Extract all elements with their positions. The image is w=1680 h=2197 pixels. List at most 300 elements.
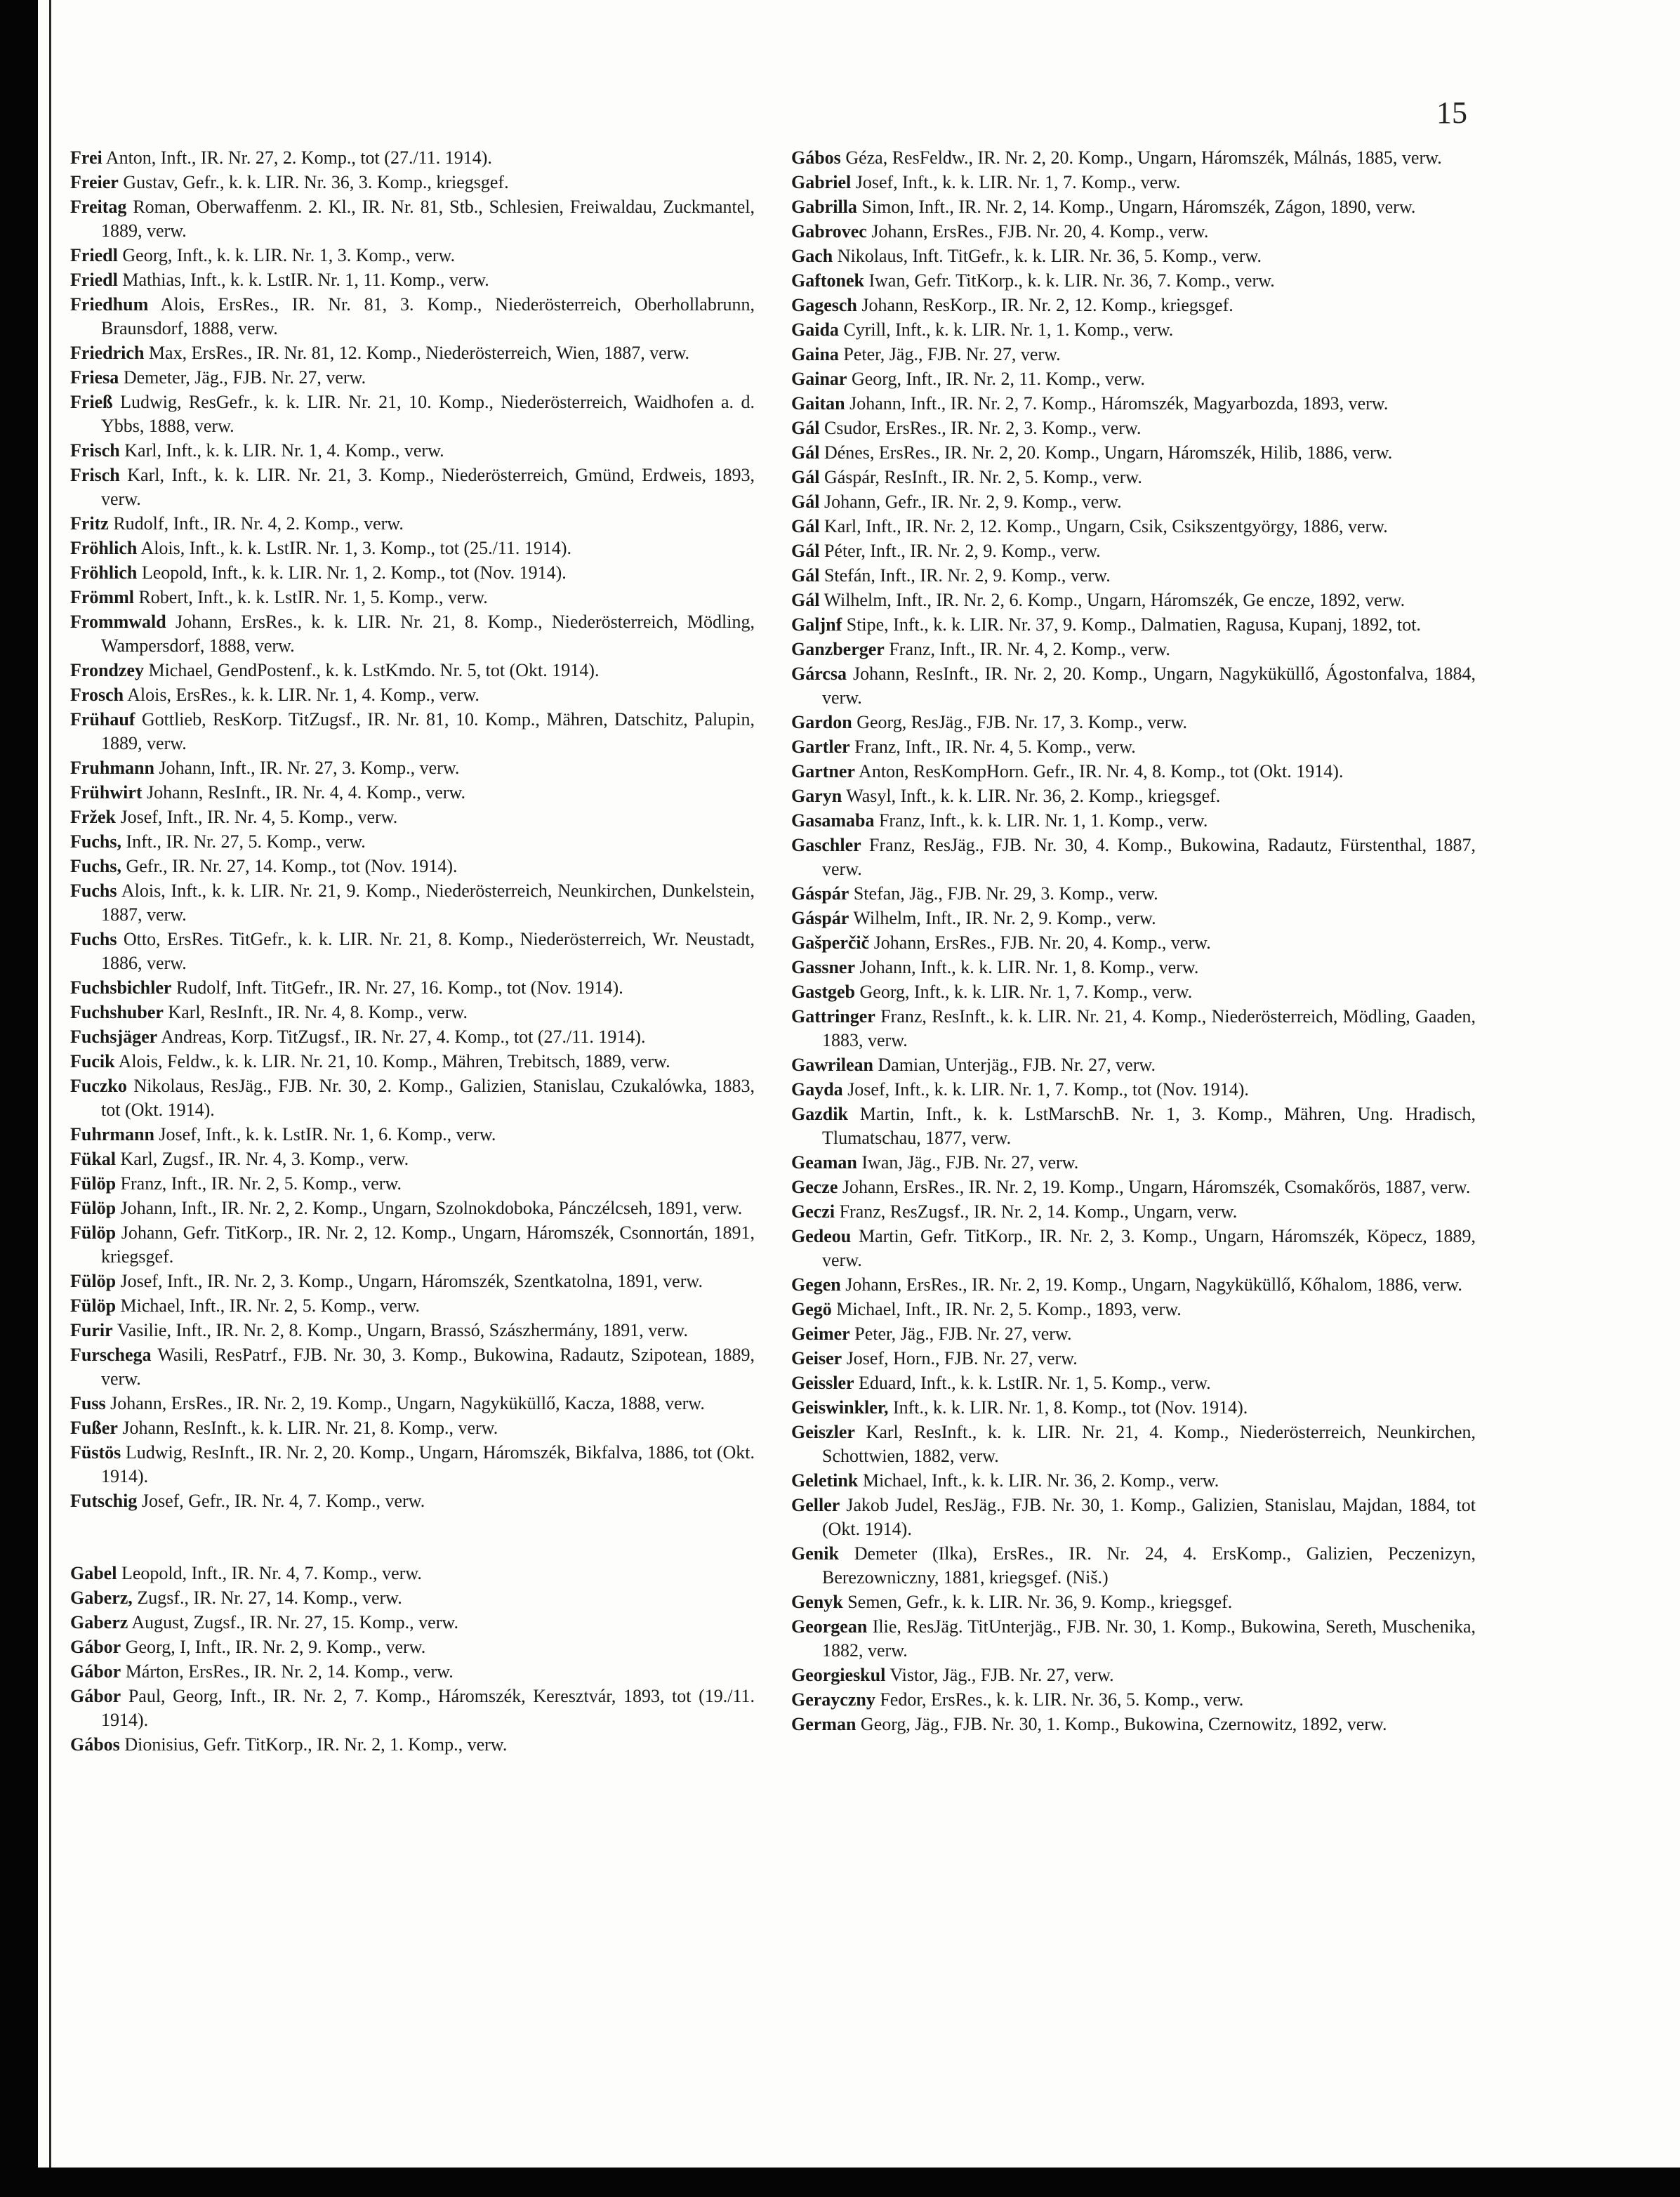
entry-details: Josef, Inft., k. k. LIR. Nr. 1, 7. Komp., verw. [855, 172, 1181, 192]
entry-surname: Friedl [70, 270, 118, 290]
entry-details: Wasyl, Inft., k. k. LIR. Nr. 36, 2. Komp., kriegsgef. [846, 786, 1221, 806]
entry-surname: German [791, 1714, 856, 1734]
register-entry [70, 512, 755, 536]
entry-surname: Gál [791, 516, 820, 536]
register-entry [70, 341, 755, 365]
register-entry [70, 1294, 755, 1318]
register-entry [70, 1684, 755, 1732]
entry-surname: Gainar [791, 369, 847, 389]
entry-surname: Gábor [70, 1661, 121, 1682]
entry-surname: Gál [791, 491, 820, 512]
entry-surname: Frosch [70, 685, 124, 705]
entry-details: Dénes, ErsRes., IR. Nr. 2, 20. Komp., Ungarn, Háromszék, Hilib, 1886, verw. [824, 442, 1393, 463]
entry-surname: Fržek [70, 807, 116, 827]
entry-details: Johann, ErsRes., FJB. Nr. 20, 4. Komp., verw. [873, 932, 1211, 953]
entry-surname: Galjnf [791, 614, 842, 635]
register-entry [791, 1469, 1476, 1493]
entry-details: Iwan, Gefr. TitKorp., k. k. LIR. Nr. 36, 7. Komp., verw. [868, 270, 1275, 291]
entry-details: Eduard, Inft., k. k. LstIR. Nr. 1, 5. Komp., verw. [859, 1373, 1211, 1393]
entry-details: Franz, Inft., IR. Nr. 4, 2. Komp., verw. [889, 639, 1170, 659]
register-entry [70, 536, 755, 560]
register-entry [70, 293, 755, 341]
register-entry [791, 539, 1476, 563]
register-entry [791, 1590, 1476, 1614]
register-entry [70, 1586, 755, 1610]
entry-surname: Geiser [791, 1348, 842, 1368]
entry-details: Stefan, Jäg., FJB. Nr. 29, 3. Komp., verw. [853, 883, 1158, 904]
entry-details: Johann, Inft., IR. Nr. 2, 2. Komp., Ungarn, Szolnokdoboka, Pánczélcseh, 1891, verw. [120, 1198, 743, 1218]
entry-surname: Gabrovec [791, 221, 867, 242]
entry-details: Karl, Zugsf., IR. Nr. 4, 3. Komp., verw. [120, 1149, 409, 1169]
entry-details: Gefr., IR. Nr. 27, 14. Komp., tot (Nov. 1914). [126, 856, 458, 876]
entry-details: Michael, Inft., IR. Nr. 2, 5. Komp., 1893, verw. [836, 1299, 1182, 1319]
entry-details: Vistor, Jäg., FJB. Nr. 27, verw. [889, 1665, 1114, 1685]
register-entry [70, 1660, 755, 1684]
entry-details: Johann, ResKorp., IR. Nr. 2, 12. Komp., kriegsgef. [861, 295, 1233, 315]
register-entry [791, 441, 1476, 465]
entry-details: Wasili, ResPatrf., FJB. Nr. 30, 3. Komp., Bukowina, Radautz, Szipotean, 1889, verw. [101, 1345, 755, 1389]
entry-details: Michael, GendPostenf., k. k. LstKmdo. Nr. 5, tot (Okt. 1914). [148, 660, 600, 680]
entry-details: Ilie, ResJäg. TitUnterjäg., FJB. Nr. 30, 1. Komp., Bukowina, Sereth, Muschenika, 1882, verw. [822, 1616, 1476, 1661]
entry-details: Franz, Inft., IR. Nr. 2, 5. Komp., verw. [120, 1173, 402, 1194]
register-entry [791, 1298, 1476, 1321]
register-entry [70, 781, 755, 805]
register-entry [791, 882, 1476, 906]
entry-surname: Gaberz [70, 1612, 128, 1632]
register-entry [70, 1001, 755, 1024]
entry-surname: Futschig [70, 1491, 138, 1511]
entry-details: Alois, ErsRes., IR. Nr. 81, 3. Komp., Niederösterreich, Oberhollabrunn, Braunsdorf, 1888, verw. [101, 294, 755, 338]
entry-surname: Gasamaba [791, 810, 875, 831]
register-entry [70, 1221, 755, 1269]
register-entry [70, 1489, 755, 1513]
section-gap [70, 1514, 755, 1562]
entry-details: Robert, Inft., k. k. LstIR. Nr. 1, 5. Komp., verw. [138, 587, 488, 607]
entry-details: Zugsf., IR. Nr. 27, 14. Komp., verw. [137, 1588, 402, 1608]
register-entry [70, 1635, 755, 1659]
register-entry [70, 586, 755, 609]
register-entry [70, 1562, 755, 1585]
entry-surname: Friedhum [70, 294, 149, 315]
entry-surname: Fuchshuber [70, 1002, 164, 1022]
entry-details: Andreas, Korp. TitZugsf., IR. Nr. 27, 4. Komp., tot (27./11. 1914). [161, 1027, 646, 1047]
entry-details: Josef, Inft., IR. Nr. 2, 3. Komp., Ungarn, Háromszék, Szentkatolna, 1891, verw. [120, 1271, 703, 1291]
entry-details: Leopold, Inft., IR. Nr. 4, 7. Komp., verw. [121, 1563, 422, 1583]
register-entry [791, 564, 1476, 588]
entry-details: Demeter, Jäg., FJB. Nr. 27, verw. [123, 367, 366, 388]
register-entry [791, 269, 1476, 293]
entry-details: Johann, Gefr. TitKorp., IR. Nr. 2, 12. Komp., Ungarn, Háromszék, Csonnortán, 1891, kriegsgef. [101, 1222, 755, 1267]
entry-surname: Fritz [70, 513, 109, 534]
left-column [70, 146, 755, 1757]
entry-details: Nikolaus, Inft. TitGefr., k. k. LIR. Nr. 36, 5. Komp., verw. [837, 246, 1262, 266]
entry-surname: Frieß [70, 392, 113, 412]
entry-surname: Fülöp [70, 1198, 117, 1218]
register-entry [70, 659, 755, 682]
entry-surname: Gawrilean [791, 1055, 873, 1075]
register-entry [791, 1615, 1476, 1663]
entry-details: Rudolf, Inft. TitGefr., IR. Nr. 27, 16. Komp., tot (Nov. 1914). [176, 977, 623, 998]
entry-details: Johann, Inft., IR. Nr. 27, 3. Komp., verw. [159, 758, 460, 778]
entry-details: Nikolaus, ResJäg., FJB. Nr. 30, 2. Komp., Galizien, Stanislau, Czukalówka, 1883, tot (Okt. 1914). [101, 1076, 755, 1120]
entry-details: Roman, Oberwaffenm. 2. Kl., IR. Nr. 81, Stb., Schlesien, Freiwaldau, Zuckmantel, 1889, verw. [101, 197, 755, 241]
entry-details: Stipe, Inft., k. k. LIR. Nr. 37, 9. Komp., Dalmatien, Ragusa, Kupanj, 1892, tot. [846, 614, 1421, 635]
entry-surname: Gabel [70, 1563, 117, 1583]
entry-surname: Fuchs, [70, 831, 121, 852]
entry-surname: Georgieskul [791, 1665, 886, 1685]
entry-details: Alois, ErsRes., k. k. LIR. Nr. 1, 4. Komp., verw. [127, 685, 479, 705]
entry-surname: Fülöp [70, 1295, 117, 1316]
register-entry [70, 1441, 755, 1489]
entry-details: Damian, Unterjäg., FJB. Nr. 27, verw. [878, 1055, 1156, 1075]
entry-surname: Fuss [70, 1393, 106, 1413]
entry-details: Franz, ResJäg., FJB. Nr. 30, 4. Komp., Bukowina, Radautz, Fürstenthal, 1887, verw. [822, 835, 1476, 879]
register-entry [70, 146, 755, 170]
register-entry [791, 760, 1476, 784]
entry-details: August, Zugsf., IR. Nr. 27, 15. Komp., verw. [131, 1612, 458, 1632]
register-entry [791, 1663, 1476, 1687]
entry-surname: Gábos [791, 147, 841, 168]
entry-surname: Gáspár [791, 883, 849, 904]
entry-details: Iwan, Jäg., FJB. Nr. 27, verw. [861, 1152, 1079, 1173]
entry-surname: Fuhrmann [70, 1124, 154, 1144]
entry-surname: Gábor [70, 1686, 121, 1706]
entry-details: Gustav, Gefr., k. k. LIR. Nr. 36, 3. Komp., kriegsgef. [123, 172, 509, 192]
entry-details: Inft., IR. Nr. 27, 5. Komp., verw. [126, 831, 366, 852]
register-entry [791, 1542, 1476, 1590]
entry-surname: Fruhmann [70, 758, 154, 778]
entry-details: Georg, Jäg., FJB. Nr. 30, 1. Komp., Bukowina, Czernowitz, 1892, verw. [860, 1714, 1387, 1734]
register-entry [791, 1493, 1476, 1541]
register-entry [791, 392, 1476, 416]
register-entry [70, 1416, 755, 1440]
entry-details: Georg, Inft., k. k. LIR. Nr. 1, 7. Komp., verw. [859, 982, 1193, 1002]
register-entry [791, 1688, 1476, 1712]
register-entry [70, 708, 755, 756]
entry-details: Karl, Inft., k. k. LIR. Nr. 1, 4. Komp., verw. [124, 440, 444, 461]
register-entry [70, 171, 755, 194]
entry-surname: Fükal [70, 1149, 117, 1169]
entry-surname: Frondzey [70, 660, 144, 680]
register-entry [791, 195, 1476, 219]
register-entry [791, 1151, 1476, 1175]
entry-surname: Fuchs, [70, 856, 121, 876]
register-entry [791, 735, 1476, 759]
register-entry [791, 293, 1476, 317]
entry-surname: Furir [70, 1320, 113, 1340]
entry-details: Johann, ResInft., k. k. LIR. Nr. 21, 8. Komp., verw. [122, 1418, 498, 1438]
entry-details: Péter, Inft., IR. Nr. 2, 9. Komp., verw. [824, 541, 1101, 561]
entry-surname: Gattringer [791, 1006, 875, 1027]
entry-surname: Fülöp [70, 1173, 117, 1194]
entry-details: Wilhelm, Inft., IR. Nr. 2, 6. Komp., Ungarn, Háromszék, Ge encze, 1892, verw. [824, 590, 1405, 610]
register-entry [791, 1396, 1476, 1420]
register-entry [791, 956, 1476, 979]
entry-surname: Gaftonek [791, 270, 864, 291]
entry-surname: Frühwirt [70, 782, 143, 803]
register-entry [791, 833, 1476, 881]
entry-details: Alois, Inft., k. k. LstIR. Nr. 1, 3. Komp., tot (25./11. 1914). [140, 538, 572, 558]
register-entry [70, 1343, 755, 1391]
entry-surname: Garyn [791, 786, 842, 806]
register-entry [70, 1123, 755, 1147]
entry-details: Wilhelm, Inft., IR. Nr. 2, 9. Komp., verw. [853, 908, 1156, 928]
entry-details: Karl, Inft., k. k. LIR. Nr. 21, 3. Komp., Niederösterreich, Gmünd, Erdweis, 1893, verw. [101, 465, 755, 509]
register-entry [791, 1053, 1476, 1077]
register-entry [791, 1102, 1476, 1150]
entry-details: Georg, ResJäg., FJB. Nr. 17, 3. Komp., verw. [856, 712, 1188, 732]
register-entry [70, 1074, 755, 1122]
entry-details: Fedor, ErsRes., k. k. LIR. Nr. 36, 5. Komp., verw. [880, 1689, 1244, 1710]
entry-surname: Gál [791, 442, 820, 463]
register-entry [791, 1420, 1476, 1468]
page-number: 15 [1436, 95, 1467, 130]
entry-details: Anton, Inft., IR. Nr. 27, 2. Komp., tot (27./11. 1914). [105, 147, 492, 168]
entry-details: Georg, Inft., k. k. LIR. Nr. 1, 3. Komp., verw. [122, 245, 456, 265]
register-entry [791, 711, 1476, 734]
register-entry [791, 906, 1476, 930]
entry-details: Martin, Inft., k. k. LstMarschB. Nr. 1, 3. Komp., Mähren, Ung. Hradisch, Tlumatschau, 1877, verw. [822, 1104, 1476, 1148]
register-entry [70, 390, 755, 438]
entry-surname: Ganzberger [791, 639, 885, 659]
entry-surname: Geiszler [791, 1422, 855, 1442]
register-entry [791, 1200, 1476, 1224]
register-entry [791, 1225, 1476, 1272]
entry-details: Josef, Gefr., IR. Nr. 4, 7. Komp., verw. [141, 1491, 425, 1511]
entry-details: Johann, ErsRes., IR. Nr. 2, 19. Komp., Ungarn, Nagyküküllő, Kőhalom, 1886, verw. [845, 1274, 1462, 1295]
entry-details: Cyrill, Inft., k. k. LIR. Nr. 1, 1. Komp., verw. [843, 319, 1174, 340]
entry-surname: Gegö [791, 1299, 832, 1319]
entry-surname: Geiswinkler, [791, 1397, 889, 1418]
register-entry [70, 756, 755, 780]
entry-details: Johann, ErsRes., k. k. LIR. Nr. 21, 8. Komp., Niederösterreich, Mödling, Wampersdorf, 1888, verw. [101, 612, 755, 656]
entry-details: Mathias, Inft., k. k. LstIR. Nr. 1, 11. Komp., verw. [122, 270, 489, 290]
entry-surname: Fußer [70, 1418, 118, 1438]
entry-details: Dionisius, Gefr. TitKorp., IR. Nr. 2, 1. Komp., verw. [124, 1734, 508, 1755]
register-entry [791, 1078, 1476, 1102]
register-entry [791, 613, 1476, 637]
entry-details: Leopold, Inft., k. k. LIR. Nr. 1, 2. Komp., tot (Nov. 1914). [141, 562, 567, 583]
register-entry [791, 146, 1476, 170]
entry-details: Martin, Gefr. TitKorp., IR. Nr. 2, 3. Komp., Ungarn, Háromszék, Köpecz, 1889, verw. [822, 1226, 1476, 1270]
entry-details: Ludwig, ResInft., IR. Nr. 2, 20. Komp., Ungarn, Háromszék, Bikfalva, 1886, tot (Okt. 1914). [101, 1442, 755, 1486]
entry-surname: Friedrich [70, 343, 145, 363]
entry-surname: Gáspár [791, 908, 849, 928]
register-entry [791, 515, 1476, 539]
entry-details: Karl, Inft., IR. Nr. 2, 12. Komp., Ungarn, Csik, Csikszentgyörgy, 1886, verw. [824, 516, 1388, 536]
entry-surname: Gaida [791, 319, 839, 340]
entry-surname: Frisch [70, 465, 120, 485]
register-entry [70, 195, 755, 243]
entry-surname: Genyk [791, 1592, 843, 1612]
register-entry [70, 976, 755, 1000]
entry-surname: Gecze [791, 1177, 838, 1197]
entry-surname: Geaman [791, 1152, 857, 1173]
register-entry [70, 1733, 755, 1757]
entry-details: Johann, Inft., k. k. LIR. Nr. 1, 8. Komp., verw. [859, 957, 1199, 977]
register-entry [70, 805, 755, 829]
entry-surname: Gál [791, 590, 820, 610]
entry-surname: Gardon [791, 712, 852, 732]
entry-surname: Gartner [791, 761, 855, 781]
entry-details: Josef, Inft., k. k. LstIR. Nr. 1, 6. Komp., verw. [159, 1124, 496, 1144]
register-entry [70, 1392, 755, 1416]
entry-details: Gottlieb, ResKorp. TitZugsf., IR. Nr. 81, 10. Komp., Mähren, Datschitz, Palupin, 1889, verw. [101, 709, 755, 753]
register-entry [70, 610, 755, 658]
entry-details: Demeter (Ilka), ErsRes., IR. Nr. 24, 4. ErsKomp., Galizien, Peczenizyn, Berezowniczny, 1881, kriegsgef. (Niš.) [822, 1543, 1476, 1588]
entry-surname: Gerayczny [791, 1689, 875, 1710]
entry-details: Johann, Inft., IR. Nr. 2, 7. Komp., Háromszék, Magyarbozda, 1893, verw. [849, 393, 1389, 414]
scan-binding-rule [49, 0, 51, 2197]
entry-details: Franz, ResZugsf., IR. Nr. 2, 14. Komp., Ungarn, verw. [839, 1201, 1238, 1222]
register-entry [791, 784, 1476, 808]
register-entry [791, 318, 1476, 342]
entry-details: Márton, ErsRes., IR. Nr. 2, 14. Komp., verw. [125, 1661, 454, 1682]
register-entry [791, 1273, 1476, 1297]
entry-surname: Gál [791, 565, 820, 586]
entry-surname: Frisch [70, 440, 120, 461]
entry-surname: Gayda [791, 1079, 843, 1100]
entry-details: Johann, Gefr., IR. Nr. 2, 9. Komp., verw. [824, 491, 1122, 512]
register-entry [70, 1025, 755, 1049]
entry-details: Rudolf, Inft., IR. Nr. 4, 2. Komp., verw. [113, 513, 404, 534]
register-entry [791, 638, 1476, 661]
register-entry [791, 244, 1476, 268]
entry-surname: Gaschler [791, 835, 861, 855]
entry-surname: Gartler [791, 737, 850, 757]
entry-surname: Gach [791, 246, 833, 266]
entry-surname: Frommwald [70, 612, 166, 632]
entry-surname: Furschega [70, 1345, 152, 1365]
register-entry [791, 1347, 1476, 1371]
entry-details: Franz, Inft., IR. Nr. 4, 5. Komp., verw. [854, 737, 1136, 757]
register-entry [70, 439, 755, 463]
entry-surname: Gagesch [791, 295, 857, 315]
entry-surname: Geissler [791, 1373, 854, 1393]
entry-surname: Gassner [791, 957, 855, 977]
entry-details: Georg, I, Inft., IR. Nr. 2, 9. Komp., verw. [125, 1637, 426, 1657]
entry-surname: Gábos [70, 1734, 120, 1755]
entry-details: Franz, Inft., k. k. LIR. Nr. 1, 1. Komp., verw. [878, 810, 1208, 831]
entry-details: Gáspár, ResInft., IR. Nr. 2, 5. Komp., verw. [824, 467, 1142, 487]
entry-details: Karl, ResInft., IR. Nr. 4, 8. Komp., verw. [168, 1002, 468, 1022]
register-entry [791, 171, 1476, 194]
entry-details: Michael, Inft., k. k. LIR. Nr. 36, 2. Komp., verw. [862, 1470, 1219, 1491]
entry-surname: Gál [791, 541, 820, 561]
register-entry [70, 1050, 755, 1074]
entry-details: Josef, Inft., k. k. LIR. Nr. 1, 7. Komp., tot (Nov. 1914). [847, 1079, 1249, 1100]
entry-details: Johann, ErsRes., FJB. Nr. 20, 4. Komp., verw. [871, 221, 1209, 242]
entry-surname: Frei [70, 147, 102, 168]
entry-details: Karl, ResInft., k. k. LIR. Nr. 21, 4. Komp., Niederösterreich, Neunkirchen, Schottwien, 1882, verw. [822, 1422, 1476, 1466]
entry-surname: Fuchsjäger [70, 1027, 158, 1047]
register-entry [791, 931, 1476, 955]
entry-details: Johann, ErsRes., IR. Nr. 2, 19. Komp., Ungarn, Nagyküküllő, Kacza, 1888, verw. [110, 1393, 705, 1413]
entry-details: Franz, ResInft., k. k. LIR. Nr. 21, 4. Komp., Niederösterreich, Mödling, Gaaden, 1883, verw. [822, 1006, 1476, 1050]
register-entry [70, 561, 755, 585]
entry-surname: Füstös [70, 1442, 121, 1463]
register-entry [70, 1196, 755, 1220]
entry-surname: Gaberz, [70, 1588, 133, 1608]
entry-surname: Fucik [70, 1051, 115, 1071]
register-entry [791, 416, 1476, 440]
entry-surname: Frömml [70, 587, 134, 607]
entry-surname: Fülöp [70, 1222, 117, 1243]
register-entry [791, 1322, 1476, 1346]
register-entry [791, 367, 1476, 391]
entry-surname: Gál [791, 467, 820, 487]
entry-details: Ludwig, ResGefr., k. k. LIR. Nr. 21, 10. Komp., Niederösterreich, Waidhofen a. d. Ybbs, 1888, verw. [101, 392, 755, 436]
entry-surname: Fuchs [70, 929, 117, 949]
entry-surname: Geczi [791, 1201, 835, 1222]
entry-details: Csudor, ErsRes., IR. Nr. 2, 3. Komp., verw. [824, 418, 1142, 438]
entry-details: Vasilie, Inft., IR. Nr. 2, 8. Komp., Ungarn, Brassó, Szászhermány, 1891, verw. [117, 1320, 688, 1340]
entry-surname: Gegen [791, 1274, 841, 1295]
entry-surname: Georgean [791, 1616, 868, 1637]
entry-details: Michael, Inft., IR. Nr. 2, 5. Komp., verw. [120, 1295, 421, 1316]
entry-details: Jakob Judel, ResJäg., FJB. Nr. 30, 1. Komp., Galizien, Stanislau, Majdan, 1884, tot (Okt. 1914). [822, 1495, 1476, 1539]
register-entry [70, 268, 755, 292]
entry-details: Inft., k. k. LIR. Nr. 1, 8. Komp., tot (Nov. 1914). [892, 1397, 1248, 1418]
entry-surname: Fuchsbichler [70, 977, 172, 998]
entry-surname: Geletink [791, 1470, 859, 1491]
entry-surname: Friedl [70, 245, 118, 265]
register-entry [70, 879, 755, 927]
entry-surname: Gazdik [791, 1104, 848, 1124]
entry-details: Josef, Horn., FJB. Nr. 27, verw. [846, 1348, 1078, 1368]
entry-surname: Gál [791, 418, 820, 438]
entry-surname: Fröhlich [70, 538, 138, 558]
entry-surname: Freier [70, 172, 119, 192]
register-entry [70, 1269, 755, 1293]
register-entry [791, 1713, 1476, 1736]
entry-surname: Gašperčič [791, 932, 870, 953]
entry-surname: Gaitan [791, 393, 845, 414]
entry-surname: Fuczko [70, 1076, 127, 1096]
register-entry [791, 220, 1476, 244]
entry-surname: Gedeou [791, 1226, 852, 1246]
register-entry [791, 1371, 1476, 1395]
entry-surname: Geller [791, 1495, 840, 1515]
entry-details: Peter, Jäg., FJB. Nr. 27, verw. [843, 344, 1061, 364]
register-entry [791, 980, 1476, 1004]
entry-surname: Gabrilla [791, 197, 857, 217]
entry-surname: Gábor [70, 1637, 121, 1657]
entry-surname: Fuchs [70, 880, 117, 901]
entry-details: Alois, Feldw., k. k. LIR. Nr. 21, 10. Komp., Mähren, Trebitsch, 1889, verw. [118, 1051, 670, 1071]
register-entry [70, 1172, 755, 1196]
entry-details: Anton, ResKompHorn. Gefr., IR. Nr. 4, 8. Komp., tot (Okt. 1914). [859, 761, 1344, 781]
entry-details: Simon, Inft., IR. Nr. 2, 14. Komp., Ungarn, Háromszék, Zágon, 1890, verw. [861, 197, 1416, 217]
entry-surname: Geimer [791, 1324, 850, 1344]
register-entry [70, 1147, 755, 1171]
entry-surname: Gárcsa [791, 664, 847, 684]
entry-details: Johann, ResInft., IR. Nr. 2, 20. Komp., Ungarn, Nagyküküllő, Ágostonfalva, 1884, verw. [822, 664, 1476, 708]
register-entry [70, 1319, 755, 1342]
register-entry [791, 588, 1476, 612]
entry-details: Peter, Jäg., FJB. Nr. 27, verw. [854, 1324, 1072, 1344]
entry-details: Géza, ResFeldw., IR. Nr. 2, 20. Komp., Ungarn, Háromszék, Málnás, 1885, verw. [845, 147, 1442, 168]
entry-surname: Friesa [70, 367, 119, 388]
register-entry [70, 463, 755, 511]
entry-details: Georg, Inft., IR. Nr. 2, 11. Komp., verw. [851, 369, 1145, 389]
entry-details: Johann, ErsRes., IR. Nr. 2, 19. Komp., Ungarn, Háromszék, Csomakőrös, 1887, verw. [842, 1177, 1471, 1197]
register-entry [791, 662, 1476, 710]
register-entry [791, 490, 1476, 514]
entry-details: Max, ErsRes., IR. Nr. 81, 12. Komp., Niederösterreich, Wien, 1887, verw. [148, 343, 690, 363]
entry-details: Alois, Inft., k. k. LIR. Nr. 21, 9. Komp., Niederösterreich, Neunkirchen, Dunkelstein, 1887, verw. [101, 880, 755, 925]
register-entry [70, 1611, 755, 1635]
